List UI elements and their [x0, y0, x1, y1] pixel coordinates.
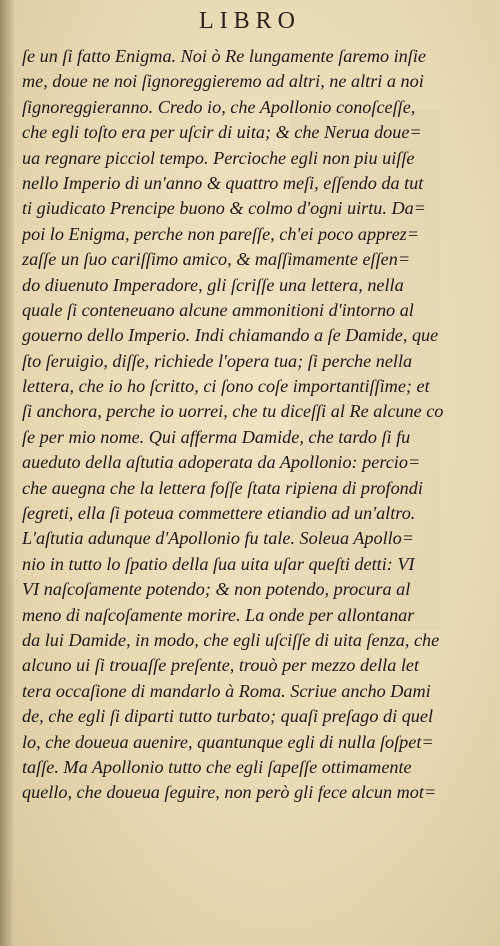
- text-line: ua regnare picciol tempo. Percioche egli non piu uiſſe: [22, 147, 415, 168]
- text-line: de, che egli ſi diparti tutto turbato; quaſi preſago di quel: [22, 706, 434, 727]
- text-line: ſegreti, ella ſi poteua commettere etiandio ad un'altro.: [22, 503, 416, 524]
- text-line: ſe un ſi fatto Enigma. Noi ò Re lungamente ſaremo inſie: [22, 46, 426, 66]
- text-line: taſſe. Ma Apollonio tutto che egli ſapeſſe ottimamente: [22, 756, 412, 777]
- text-line: me, doue ne noi ſignoreggieremo ad altri, ne altri a noi: [22, 71, 424, 92]
- text-line: tera occaſione di mandarlo à Roma. Scriue ancho Dami: [22, 680, 431, 701]
- text-line: meno di naſcoſamente morire. La onde per allontanar: [22, 604, 415, 625]
- text-line: alcuno ui ſi trouaſſe preſente, trouò per mezzo della let: [22, 655, 420, 676]
- text-line: da lui Damide, in modo, che egli uſciſſe di uita ſenza, che: [22, 629, 440, 650]
- text-line: che egli toſto era per uſcir di uita; & che Nerua doue=: [22, 122, 422, 143]
- text-line: ti giudicato Prencipe buono & colmo d'ogni uirtu. Da=: [22, 198, 426, 219]
- text-line: L'aſtutia adunque d'Apollonio fu tale. Soleua Apollo=: [22, 528, 415, 549]
- text-line: nello Imperio di un'anno & quattro meſi, eſſendo da tut: [22, 172, 424, 193]
- text-line: lettera, che io ho ſcritto, ci ſono coſe importantiſſime; et: [22, 376, 430, 397]
- running-header: LIBRO: [199, 8, 301, 34]
- text-line: poi lo Enigma, perche non pareſſe, ch'ei poco apprez=: [22, 223, 420, 244]
- text-line: nio in tutto lo ſpatio della ſua uita uſar queſti detti: VI: [22, 553, 415, 574]
- text-line: ſignoreggieranno. Credo io, che Apollonio conoſceſſe,: [22, 96, 416, 117]
- text-line: zaſſe un ſuo cariſſimo amico, & maſſimamente eſſen=: [22, 249, 411, 270]
- text-line: aueduto della aſtutia adoperata da Apollonio: percio=: [22, 452, 421, 473]
- text-line: quello, che doueua ſeguire, non però gli fece alcun mot=: [22, 782, 437, 803]
- text-line: che auegna che la lettera foſſe ſtata ripiena di profondi: [22, 477, 423, 498]
- text-line: gouerno dello Imperio. Indi chiamando a ſe Damide, que: [22, 325, 439, 346]
- body-text: [22, 44, 484, 806]
- text-line: ſto ſeruigio, diſſe, richiede l'opera tua; ſi perche nella: [22, 350, 413, 371]
- text-line: ſi anchora, perche io uorrei, che tu diceſſi al Re alcune co: [22, 401, 444, 422]
- text-line: lo, che doueua auenire, quantunque egli di nulla ſoſpet=: [22, 731, 434, 752]
- text-line: VI naſcoſamente potendo; & non potendo, procura al: [22, 579, 411, 600]
- page-gutter: [0, 0, 14, 946]
- text-line: do diuenuto Imperadore, gli ſcriſſe una lettera, nella: [22, 274, 404, 295]
- text-line: quale ſi conteneuano alcune ammonitioni d'intorno al: [22, 299, 414, 320]
- text-line: ſe per mio nome. Qui afferma Damide, che tardo ſi fu: [22, 426, 411, 447]
